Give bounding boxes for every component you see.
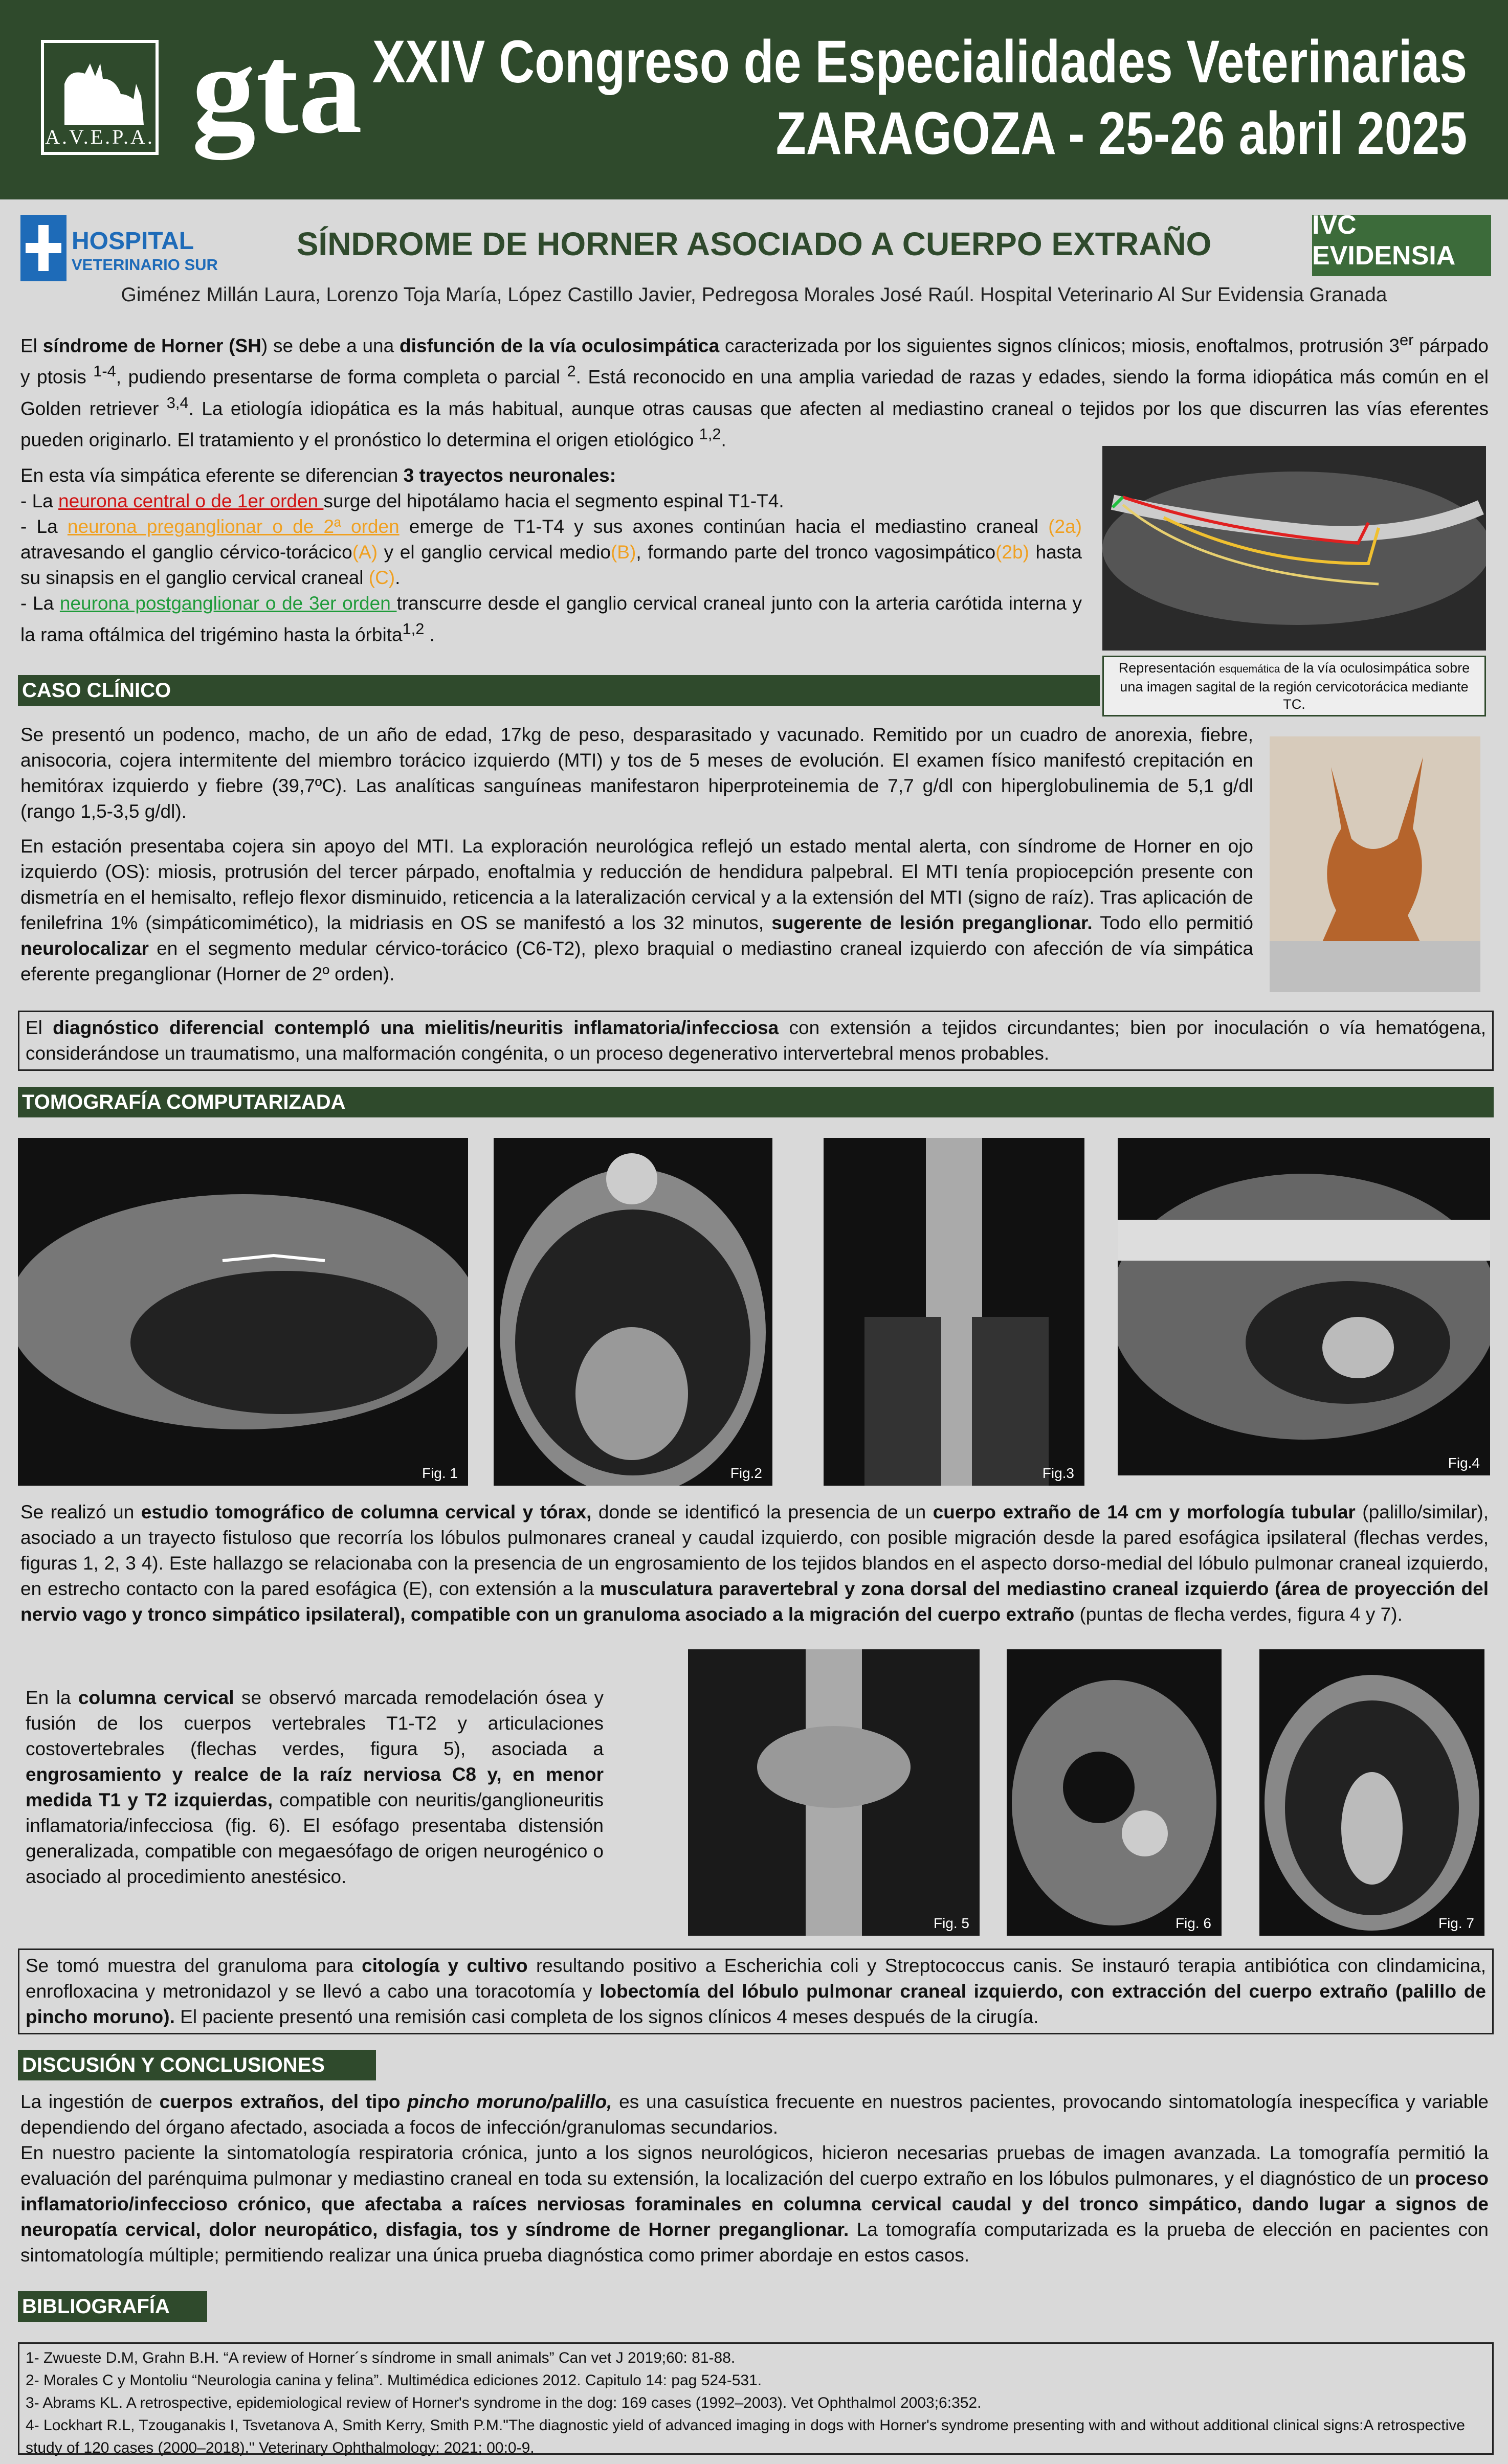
discussion-paragraph-2: En nuestro paciente la sintomatología respiratoria crónica, junto a los signos neurológicos, hicieron necesarias pruebas de imagen avanzada. La tomografía permitió la evaluación del parénquima pulmonar y mediastino craneal en toda su extensión, la localización del cuerpo extraño en los lóbulos pulmonares, y el diagnóstico de un proceso inflamatorio/infeccioso crónico, que afectaba a raíces nerviosas foraminales en columna cervical caudal y del tronco simpático, dando lugar a signos de neuropatía cervical, dolor neuropático, disfagia, tos y síndrome de Horner preganglionar. La tomografía computarizada es la prueba de elección en pacientes con sintomatología múltiple; permitiendo realizar una única prueba diagnóstica como primer abordaje en estos casos. bbox=[20, 2142, 1489, 2266]
bibliography-item: 4- Lockhart R.L, Tzouganakis I, Tsvetanova A, Smith Kerry, Smith P.M."The diagnostic yield of advanced imaging in dogs with Horner's syndrome presenting with and without additional clinical signs:A retrospective study of 120 cases (2000–2018)." Veterinary Ophthalmology; 2021; 00:0-9. bbox=[26, 2417, 1465, 2456]
case-paragraph-1: Se presentó un podenco, macho, de un año de edad, 17kg de peso, desparasitado y vacunado. Remitido por un cuadro de anorexia, fiebre, anisocoria, cojera intermitente del miembro torácico izquierdo (MTI) y tos de 5 meses de evolución. El examen físico manifestó crepitación en hemitórax izquierdo y fiebre (39,7ºC). Las analíticas sanguíneas manifestaron hiperproteinemia de 7,7 g/dl con hiperglobulinemia de 5,1 g/dl (rango 1,5-3,5 g/dl). bbox=[20, 724, 1253, 822]
animals-icon bbox=[44, 48, 156, 130]
figure-label-1: Fig. 1 bbox=[422, 1465, 458, 1481]
figure-label-7: Fig. 7 bbox=[1438, 1915, 1474, 1931]
ct-figure-5 bbox=[688, 1649, 980, 1936]
ct-figure-4 bbox=[1118, 1138, 1490, 1475]
bibliography-item: 2- Morales C y Montoliu “Neurologia canina y felina”. Multimédica ediciones 2012. Capitulo 14: pag 524-531. bbox=[26, 2372, 762, 2389]
treatment-box: Se tomó muestra del granuloma para citología y cultivo resultando positivo a Escherichia coli y Streptococcus canis. Se instauró terapia antibiótica con clindamicina, enrofloxacina y metronidazol y se llevó a cabo una toracotomía y lobectomía del lóbulo pulmonar craneal izquierdo, con extracción del cuerpo extraño (palillo de pincho moruno). El paciente presentó una remisión casi completa de los signos clínicos 4 meses después de la cirugía. bbox=[18, 1948, 1494, 2034]
poster-title: SÍNDROME DE HORNER ASOCIADO A CUERPO EXTRAÑO bbox=[296, 226, 1212, 262]
cervical-paragraph: En la columna cervical se observó marcada remodelación ósea y fusión de los cuerpos vertebrales T1-T2 y articulaciones costovertebrales (flechas verdes, figura 5), asociada a engrosamiento y realce de la raíz nerviosa C8 y, en menor medida T1 y T2 izquierdas, compatible con neuritis/ganglioneuritis inflamatoria/infecciosa (fig. 6). El esófago presentaba distensión generalizada, compatible con megaesófago de origen neurogénico o asociado al procedimiento anestésico. bbox=[26, 1687, 604, 1887]
section-header-discussion: DISCUSIÓN Y CONCLUSIONES bbox=[18, 2050, 376, 2080]
diagram-caption: Representación esquemática de la vía oculosimpática sobre una imagen sagital de la región cervicotorácica mediante TC. bbox=[1102, 656, 1486, 716]
hospital-logo-line1: HOSPITAL bbox=[72, 228, 194, 255]
section-header-ct: TOMOGRAFÍA COMPUTARIZADA bbox=[18, 1087, 1494, 1117]
oculosympathetic-diagram-image bbox=[1102, 446, 1486, 651]
figure-label-4: Fig.4 bbox=[1448, 1455, 1480, 1471]
avepa-logo-text: A.V.E.P.A. bbox=[45, 125, 154, 148]
intro-paragraph: El síndrome de Horner (SH) se debe a una disfunción de la vía oculosimpática caracterizada por los siguientes signos clínicos; miosis, enoftalmos, protrusión 3er párpado y ptosis $^{1-4}$, pudiendo presentarse de forma completa o parcial $^2$. Está reconocido en una amplia variedad de razas y edades, siendo la forma idiopática más común en el Golden retriever $^{3,4}$. La etiología idiopática es la más habitual, aunque otras causas que afecten al mediastino craneal o tejidos por los que discurren las vías eferentes pueden originarlo. El tratamiento y el pronóstico lo determina el origen etiológico $^{1,2}$. bbox=[20, 331, 1489, 451]
discussion-paragraph-1: La ingestión de cuerpos extraños, del tipo pincho moruno/palillo, es una casuística frecuente en nuestros pacientes, provocando sintomatología inespecífica y variable dependiendo del órgano afectado, asociada a focos de infección/granulomas secundarios. bbox=[20, 2091, 1489, 2138]
pathway-paragraph: En esta vía simpática eferente se diferencian 3 trayectos neuronales: - La neurona central o de 1er orden surge del hipotálamo hacia el segmento espinal T1-T4. - La neurona preganglionar o de 2ª orden emerge de T1-T4 y sus axones continúan hacia el mediastino craneal (2a) atravesando el ganglio cérvico-torácico(A) y el ganglio cervical medio(B), formando parte del tronco vagosimpático(2b) hasta su sinapsis en el ganglio cervical craneal (C). - La neurona postganglionar o de 3er orden transcurre desde el ganglio cervical craneal junto con la arteria carótida interna y la rama oftálmica del trigémino hasta la órbita$^{1,2}$ . bbox=[20, 465, 1082, 645]
ct-figure-2 bbox=[494, 1138, 772, 1486]
bibliography-item: 1- Zwueste D.M, Grahn B.H. “A review of Horner´s síndrome in small animals” Can vet J 2019;60: 81-88. bbox=[26, 2349, 736, 2366]
ivc-evidensia-logo: IVC EVIDENSIA bbox=[1312, 215, 1491, 276]
section-header-case: CASO CLÍNICO bbox=[18, 675, 1100, 706]
figure-label-2: Fig.2 bbox=[730, 1465, 762, 1481]
section-header-bibliography: BIBLIOGRAFÍA bbox=[18, 2291, 207, 2322]
gta-brand: gta bbox=[192, 18, 363, 160]
case-paragraph-2: En estación presentaba cojera sin apoyo del MTI. La exploración neurológica reflejó un estado mental alerta, con síndrome de Horner en ojo izquierdo (OS): miosis, protrusión del tercer párpado, enoftalmia y reducción de hendidura palpebral. El MTI tenía propiocepción presente con dismetría en el hemisalto, reflejo flexor disminuido, reticencia a la lateralización cervical y a la extensión del MTI (signo de raíz). Tras aplicación de fenilefrina 1% (simpáticomimético), la midriasis en OS se manifestó a los 32 minutos, sugerente de lesión preganglionar. Todo ello permitió neurolocalizar en el segmento medular cérvico-torácico (C6-T2), plexo braquial o mediastino craneal izquierdo con afección de vía simpática eferente preganglionar (Horner de 2º orden). bbox=[20, 836, 1253, 984]
differential-diagnosis-box: El diagnóstico diferencial contempló una mielitis/neuritis inflamatoria/infecciosa con extensión a tejidos circundantes; bien por inoculación o vía hematógena, considerándose un traumatismo, una malformación congénita, o un proceso degenerativo intervertebral menos probables. bbox=[18, 1011, 1494, 1071]
ct-figure-6 bbox=[1007, 1649, 1222, 1936]
hospital-logo-line2: VETERINARIO SUR bbox=[72, 256, 218, 274]
congress-location-date: ZARAGOZA - 25-26 abril 2025 bbox=[775, 100, 1467, 167]
dog-silhouette bbox=[1270, 736, 1480, 992]
header-banner bbox=[0, 0, 1508, 199]
congress-title: XXIV Congreso de Especialidades Veterinarias bbox=[372, 28, 1467, 96]
figure-label-3: Fig.3 bbox=[1042, 1465, 1074, 1481]
dog-photo bbox=[1270, 736, 1480, 992]
ct-figure-3 bbox=[824, 1138, 1084, 1486]
ct-figure-1 bbox=[18, 1138, 468, 1486]
figure-label-5: Fig. 5 bbox=[933, 1915, 969, 1931]
ct-sagittal-diagram bbox=[1102, 446, 1486, 651]
ct-paragraph: Se realizó un estudio tomográfico de columna cervical y tórax, donde se identificó la presencia de un cuerpo extraño de 14 cm y morfología tubular (palillo/similar), asociado a un trayecto fistuloso que recorría los lóbulos pulmonares craneal y caudal izquierdo, con posible migración desde la pared esofágica ipsilateral (flechas verdes, figuras 1, 2, 3 4). Este hallazgo se relacionaba con la presencia de un engrosamiento de los tejidos blandos en el aspecto dorso-medial del lóbulo pulmonar craneal izquierdo, en estrecho contacto con la pared esofágica (E), con extensión a la musculatura paravertebral y zona dorsal del mediastino craneal izquierdo (área de proyección del nervio vago y tronco simpático ipsilateral), compatible con un granuloma asociado a la migración del cuerpo extraño (puntas de flecha verdes, figura 4 y 7). bbox=[20, 1502, 1489, 1625]
ct-figure-7 bbox=[1259, 1649, 1484, 1936]
avepa-logo bbox=[41, 40, 159, 155]
authors: Giménez Millán Laura, Lorenzo Toja María, López Castillo Javier, Pedregosa Morales José Raúl. Hospital Veterinario Al Sur Evidensia Granada bbox=[121, 284, 1387, 306]
bibliography-box bbox=[18, 2342, 1494, 2455]
figure-label-6: Fig. 6 bbox=[1175, 1915, 1211, 1931]
bibliography-item: 3- Abrams KL. A retrospective, epidemiological review of Horner's syndrome in the dog: 169 cases (1992–2003). Vet Ophthalmol 2003;6:352. bbox=[26, 2394, 982, 2411]
